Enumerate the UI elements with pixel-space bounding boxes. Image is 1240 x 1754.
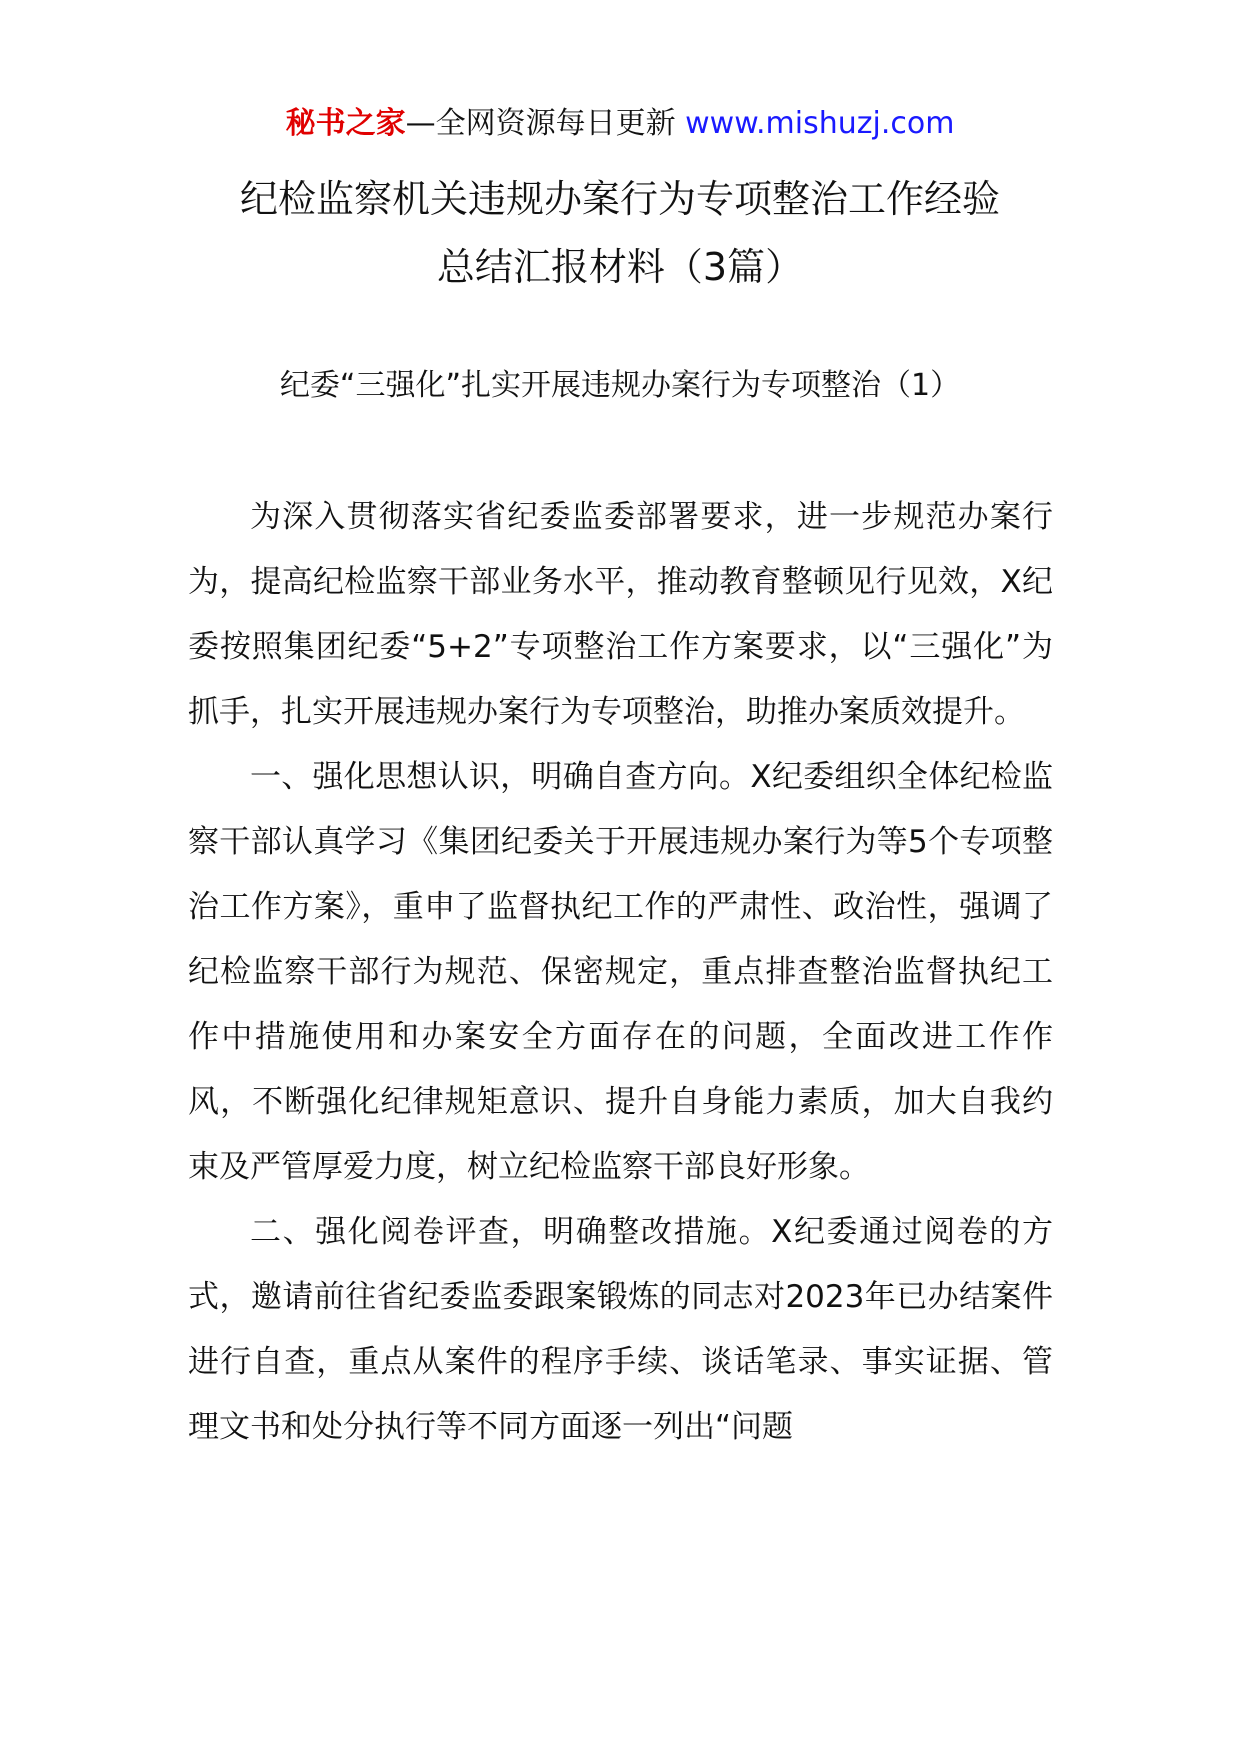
title-line-2: 总结汇报材料（3篇） [436, 245, 804, 289]
body-text [188, 485, 1053, 1460]
site-url-link[interactable]: www.mishuzj.com [685, 106, 955, 141]
header-tagline: —全网资源每日更新 [405, 106, 686, 141]
brand-name: 秘书之家 [285, 106, 406, 141]
section-subtitle: 纪委“三强化”扎实开展违规办案行为专项整治（1） [279, 368, 961, 403]
paragraph-intro: 为深入贯彻落实省纪委监委部署要求，进一步规范办案行为，提高纪检监察干部业务水平，推动教育整顿见行见效，X纪委按照集团纪委“5+2”专项整治工作方案要求，以“三强化”为抓手，扎实开展违规办案行为专项整治，助推办案质效提升。 [188, 499, 1053, 730]
paragraph-section-2: 二、强化阅卷评查，明确整改措施。X纪委通过阅卷的方式，邀请前往省纪委监委跟案锻炼的同志对2023年已办结案件进行自查，重点从案件的程序手续、谈话笔录、事实证据、管理文书和处分执行等不同方面逐一列出“问题 [188, 1214, 1053, 1445]
title-line-1: 纪检监察机关违规办案行为专项整治工作经验 [239, 177, 1000, 221]
site-header [0, 104, 1240, 144]
document-title [100, 165, 1140, 301]
paragraph-section-1: 一、强化思想认识，明确自查方向。X纪委组织全体纪检监察干部认真学习《集团纪委关于开展违规办案行为等5个专项整治工作方案》，重申了监督执纪工作的严肃性、政治性，强调了纪检监察干部行为规范、保密规定，重点排查整治监督执纪工作中措施使用和办案安全方面存在的问题，全面改进工作作风，不断强化纪律规矩意识、提升自身能力素质，加大自我约束及严管厚爱力度，树立纪检监察干部良好形象。 [188, 759, 1053, 1185]
